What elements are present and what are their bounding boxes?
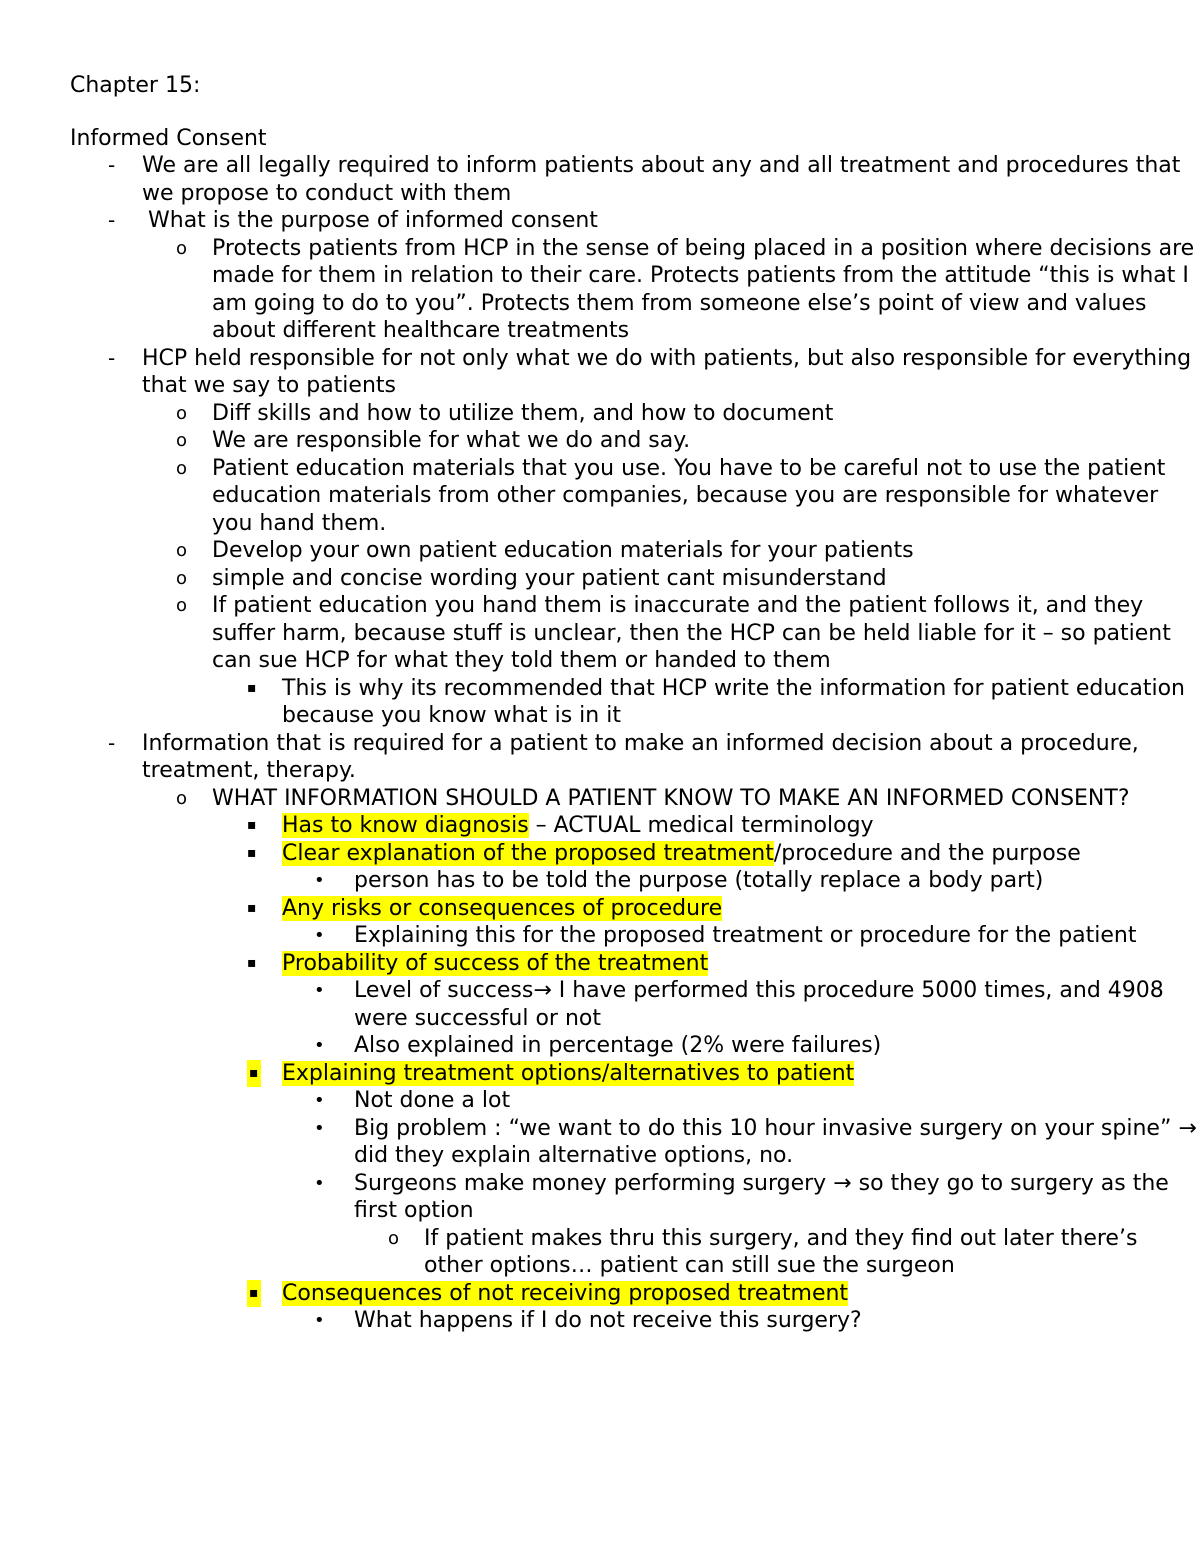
item-text: Patient education materials that you use. You have to be careful not to use the patient education materials from other companies, because you are responsible for whatever you hand them. (212, 455, 1166, 536)
list-item (70, 1060, 1200, 1088)
list-item (70, 895, 1200, 923)
dash-marker: - (108, 208, 116, 232)
list-item (70, 537, 1200, 565)
bullet-marker: • (314, 925, 325, 946)
bullet-marker: • (314, 1310, 325, 1331)
spacer (70, 100, 1200, 125)
item-text: Surgeons make money performing surgery → so they go to surgery as the first option (354, 1170, 1169, 1223)
bullet-marker: • (314, 1117, 325, 1139)
list-item (70, 1280, 1200, 1308)
item-text: WHAT INFORMATION SHOULD A PATIENT KNOW TO MAKE AN INFORMED CONSENT? (212, 785, 1130, 811)
bullet-marker: • (314, 1035, 325, 1056)
highlighted-text: Consequences of not receiving proposed treatment (282, 1280, 849, 1306)
item-text: Information that is required for a patient to make an informed decision about a procedure, treatment, therapy. (142, 730, 1139, 783)
list-item (70, 1170, 1200, 1225)
bullet-marker: • (314, 980, 325, 1001)
list-item (70, 427, 1200, 455)
list-item (70, 730, 1200, 785)
list-item (70, 922, 1200, 950)
item-text: Level of success→ I have performed this procedure 5000 times, and 4908 were successful or not (354, 978, 1164, 1031)
item-text: What is the purpose of informed consent (148, 208, 598, 233)
highlighted-text: Has to know diagnosis (282, 813, 529, 838)
square-marker: ▪ (247, 679, 257, 696)
item-text: If patient education you hand them is inaccurate and the patient follows it, and they suffer harm, because stuff is unclear, then the HCP can be held liable for it – so patient can sue HCP for what they told them or handed to them (212, 593, 1171, 673)
highlighted-text: Explaining treatment options/alternatives to patient (282, 1060, 855, 1086)
list-item (70, 592, 1200, 675)
item-text: This is why its recommended that HCP write the information for patient education because you know what is in it (282, 675, 1185, 728)
section-heading: Informed Consent (70, 125, 267, 151)
list-item (70, 840, 1200, 868)
list-item (70, 152, 1200, 207)
square-marker: ▪ (247, 954, 257, 971)
item-text: Big problem : “we want to do this 10 hour invasive surgery on your spine” → did they explain alternative options, no. (354, 1115, 1197, 1168)
item-text: We are all legally required to inform patients about any and all treatment and procedures that we propose to conduct with them (142, 153, 1181, 206)
circle-marker: o (176, 430, 188, 451)
highlighted-text: Clear explanation of the proposed treatment (282, 840, 774, 866)
list-item (70, 675, 1200, 730)
square-marker: ▪ (247, 817, 257, 833)
list-item (70, 235, 1200, 345)
list-item (70, 207, 1200, 235)
square-marker: ▪ (247, 844, 257, 861)
square-marker: ▪ (247, 1060, 261, 1088)
dash-marker: - (108, 153, 116, 177)
bullet-marker: • (314, 1090, 325, 1111)
bullet-marker: • (314, 870, 325, 891)
list-item (70, 1225, 1200, 1280)
list-item (70, 345, 1200, 400)
item-text: We are responsible for what we do and say. (212, 428, 691, 453)
item-text: Explaining this for the proposed treatment or procedure for the patient (354, 923, 1137, 948)
bullet-marker: • (314, 1172, 325, 1194)
highlighted-text: Any risks or consequences of procedure (282, 895, 723, 921)
item-text: Diff skills and how to utilize them, and how to document (212, 400, 834, 426)
item-text: person has to be told the purpose (totally replace a body part) (354, 868, 1044, 893)
list-item (70, 812, 1200, 840)
list-item (70, 400, 1200, 428)
item-text: Not done a lot (354, 1088, 511, 1113)
list-item (70, 950, 1200, 978)
list-item (70, 1115, 1200, 1170)
item-text: /procedure and the purpose (773, 840, 1081, 866)
item-text: Protects patients from HCP in the sense of being placed in a position where decisions are made for them in relation to their care. Protects patients from the attitude “this is what I am going to do to you”. Protects them from someone else’s point of view and values about different healthcare treatments (212, 235, 1195, 343)
circle-marker: o (176, 540, 188, 561)
highlighted-text: Probability of success of the treatment (282, 950, 709, 976)
list-item (70, 1307, 1200, 1335)
dash-marker: - (108, 345, 116, 370)
item-text: HCP held responsible for not only what we do with patients, but also responsible for everything that we say to patients (142, 345, 1192, 398)
item-text: – ACTUAL medical terminology (528, 813, 874, 838)
dash-marker: - (108, 730, 116, 755)
circle-marker: o (176, 457, 188, 479)
item-text: If patient makes thru this surgery, and they find out later there’s other options… patient can still sue the surgeon (424, 1225, 1138, 1278)
list-item (70, 977, 1200, 1032)
circle-marker: o (176, 402, 188, 424)
circle-marker: o (176, 787, 188, 809)
circle-marker: o (176, 567, 188, 589)
circle-marker: o (176, 595, 188, 616)
circle-marker: o (176, 237, 188, 259)
item-text: simple and concise wording your patient cant misunderstand (212, 565, 887, 591)
chapter-heading: Chapter 15: (70, 73, 201, 98)
circle-marker: o (388, 1227, 400, 1249)
square-marker: ▪ (247, 899, 257, 916)
list-item (70, 867, 1200, 895)
list-item (70, 785, 1200, 813)
item-text: What happens if I do not receive this surgery? (354, 1308, 862, 1333)
list-item (70, 1087, 1200, 1115)
item-text: Also explained in percentage (2% were failures) (354, 1033, 882, 1058)
list-item (70, 1032, 1200, 1060)
list-item (70, 565, 1200, 593)
square-marker: ▪ (247, 1280, 261, 1308)
list-item (70, 455, 1200, 538)
item-text: Develop your own patient education materials for your patients (212, 538, 914, 563)
